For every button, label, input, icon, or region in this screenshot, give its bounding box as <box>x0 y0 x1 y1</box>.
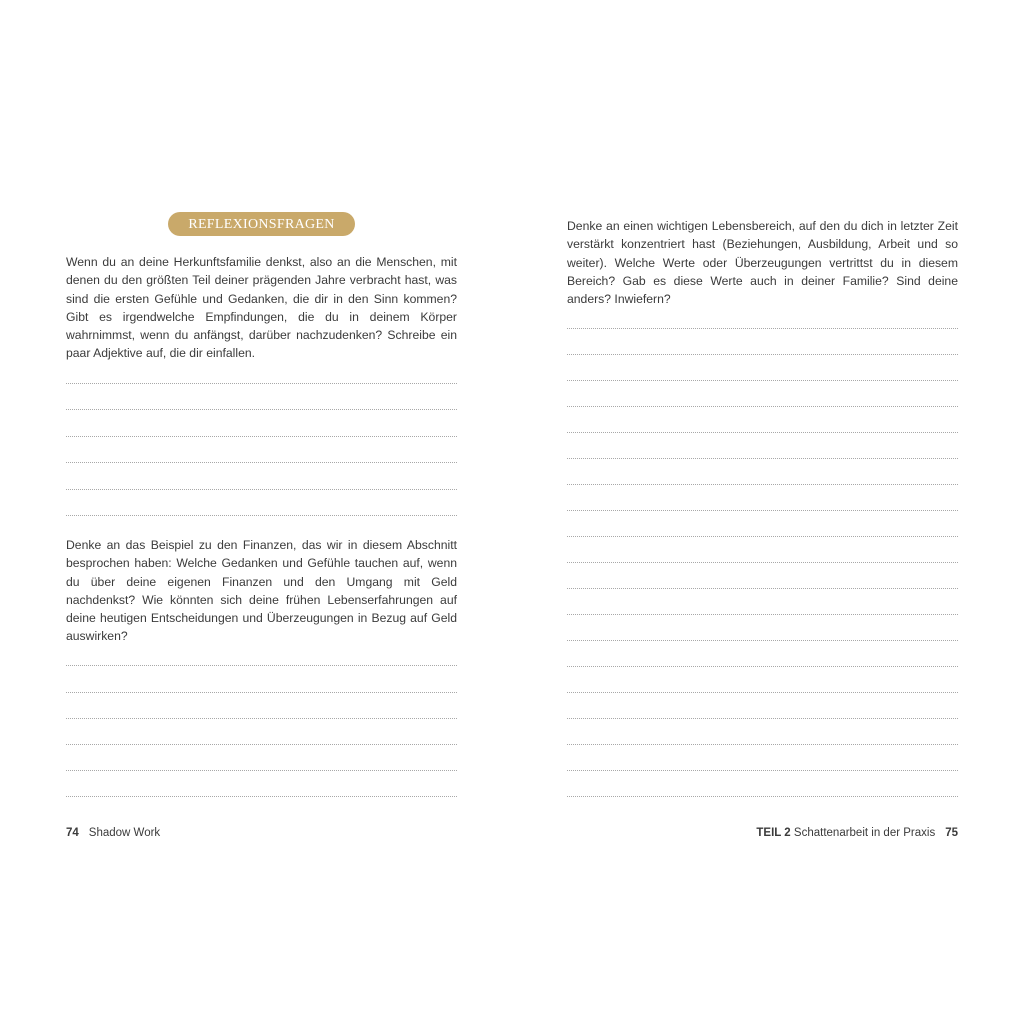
answer-line <box>567 770 958 771</box>
answer-line <box>567 562 958 563</box>
answer-line <box>66 489 457 490</box>
answer-line <box>66 718 457 719</box>
answer-line <box>567 796 958 797</box>
answer-line <box>567 458 958 459</box>
answer-line <box>567 510 958 511</box>
part-label: TEIL 2 <box>756 827 791 839</box>
answer-line <box>567 406 958 407</box>
reflection-question-1: Wenn du an deine Herkunftsfamilie denkst, also an die Menschen, mit denen du den größten Teil deiner prägenden Jahre verbracht hast, was sind die ersten Gefühle und Gedanken, die dir in den Sinn kommen? Gibt es irgendwelche Empfindungen, die du in deinem Körper wahrnimmst, wenn du anfängst, darüber nachzudenken? Schreibe ein paar Adjektive auf, die dir einfallen. <box>66 255 457 361</box>
right-footer <box>756 827 958 839</box>
section-badge: REFLEXIONSFRAGEN <box>168 212 355 236</box>
answer-line <box>66 744 457 745</box>
answer-line <box>567 640 958 641</box>
answer-line <box>66 383 457 384</box>
answer-line <box>567 380 958 381</box>
reflection-question-3: Denke an einen wichtigen Lebensbereich, auf den du dich in letzter Zeit verstärkt konzentriert hast (Beziehungen, Ausbildung, Arbeit und so weiter). Welche Werte oder Überzeugungen vertrittst du in diesem Bereich? Gab es diese Werte auch in deiner Familie? Sind deine anders? Inwiefern? <box>567 219 958 307</box>
answer-line <box>567 536 958 537</box>
answer-line <box>567 588 958 589</box>
answer-line <box>567 692 958 693</box>
answer-line <box>567 666 958 667</box>
page-number: 75 <box>945 827 958 839</box>
answer-line <box>66 462 457 463</box>
answer-line <box>567 744 958 745</box>
left-page <box>66 0 457 1024</box>
left-footer <box>66 827 160 839</box>
right-page <box>567 0 958 1024</box>
answer-line <box>66 515 457 516</box>
answer-line <box>567 432 958 433</box>
answer-line <box>66 436 457 437</box>
answer-line <box>66 409 457 410</box>
book-title: Shadow Work <box>88 827 161 839</box>
answer-line <box>66 692 457 693</box>
answer-line <box>66 770 457 771</box>
answer-line <box>66 796 457 797</box>
answer-line <box>567 718 958 719</box>
answer-line <box>66 665 457 666</box>
chapter-title: Schattenarbeit in der Praxis <box>793 827 936 839</box>
answer-line <box>567 328 958 329</box>
page-number: 74 <box>66 827 79 839</box>
reflection-question-2: Denke an das Beispiel zu den Finanzen, das wir in diesem Abschnitt besprochen haben: Welche Gedanken und Gefühle tauchen auf, wenn du über deine eigenen Finanzen und den Umgang mit Geld nachdenkst? Wie könnten sich deine frühen Lebenserfahrungen auf deine heutigen Entscheidungen und Überzeugungen in Bezug auf Geld auswirken? <box>66 538 457 644</box>
answer-line <box>567 354 958 355</box>
answer-line <box>567 614 958 615</box>
answer-line <box>567 484 958 485</box>
